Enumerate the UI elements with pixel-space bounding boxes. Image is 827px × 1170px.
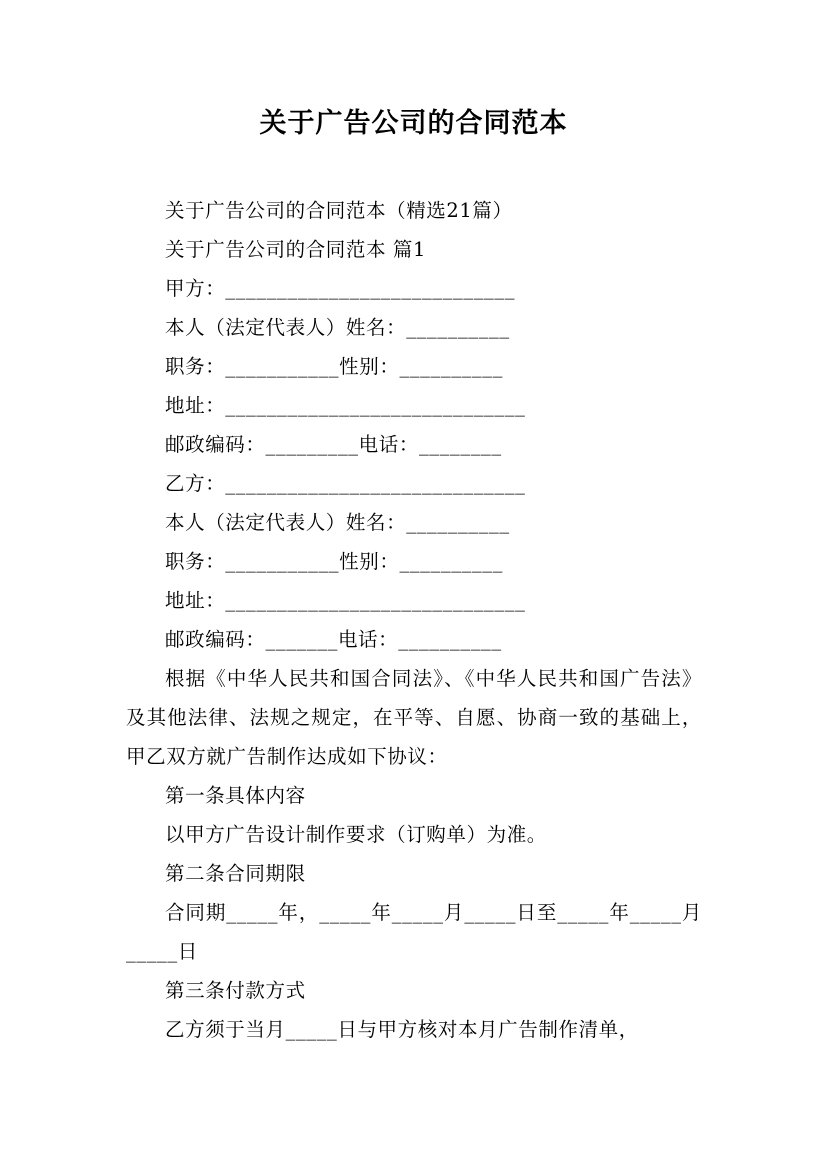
article-3-content: 乙方须于当月_____日与甲方核对本月广告制作清单， — [165, 1018, 639, 1041]
party-a-representative: 本人（法定代表人）姓名：__________ — [165, 316, 510, 339]
document-body — [126, 191, 702, 1049]
party-a-position-gender: 职务：___________性别：__________ — [165, 355, 503, 378]
party-a-postcode-phone: 邮政编码：_________电话：________ — [165, 433, 502, 456]
party-a-line: 甲方：____________________________ — [165, 277, 516, 300]
article-3-heading: 第三条付款方式 — [165, 979, 306, 1002]
party-b-postcode-phone: 邮政编码：_______电话：__________ — [165, 628, 502, 651]
party-b-address: 地址：_____________________________ — [165, 589, 526, 612]
article-2-content: 合同期_____年，_____年_____月_____日至_____年_____月_____日 — [126, 901, 702, 963]
party-a-address: 地址：_____________________________ — [165, 394, 526, 417]
article-1-heading: 第一条具体内容 — [165, 784, 306, 807]
article-1-content: 以甲方广告设计制作要求（订购单）为准。 — [165, 823, 547, 846]
paragraph-intro-title: 关于广告公司的合同范本（精选21篇） — [165, 199, 513, 222]
party-b-line: 乙方：_____________________________ — [165, 472, 526, 495]
party-b-representative: 本人（法定代表人）姓名：__________ — [165, 511, 510, 534]
paragraph-section-title: 关于广告公司的合同范本 篇1 — [165, 238, 427, 261]
document-title: 关于广告公司的合同范本 — [259, 108, 568, 139]
paragraph-preamble: 根据《中华人民共和国合同法》、《中华人民共和国广告法》及其他法律、法规之规定，在平等、自愿、协商一致的基础上，甲乙双方就广告制作达成如下协议： — [126, 667, 702, 768]
article-2-heading: 第二条合同期限 — [165, 862, 306, 885]
party-b-position-gender: 职务：___________性别：__________ — [165, 550, 503, 573]
